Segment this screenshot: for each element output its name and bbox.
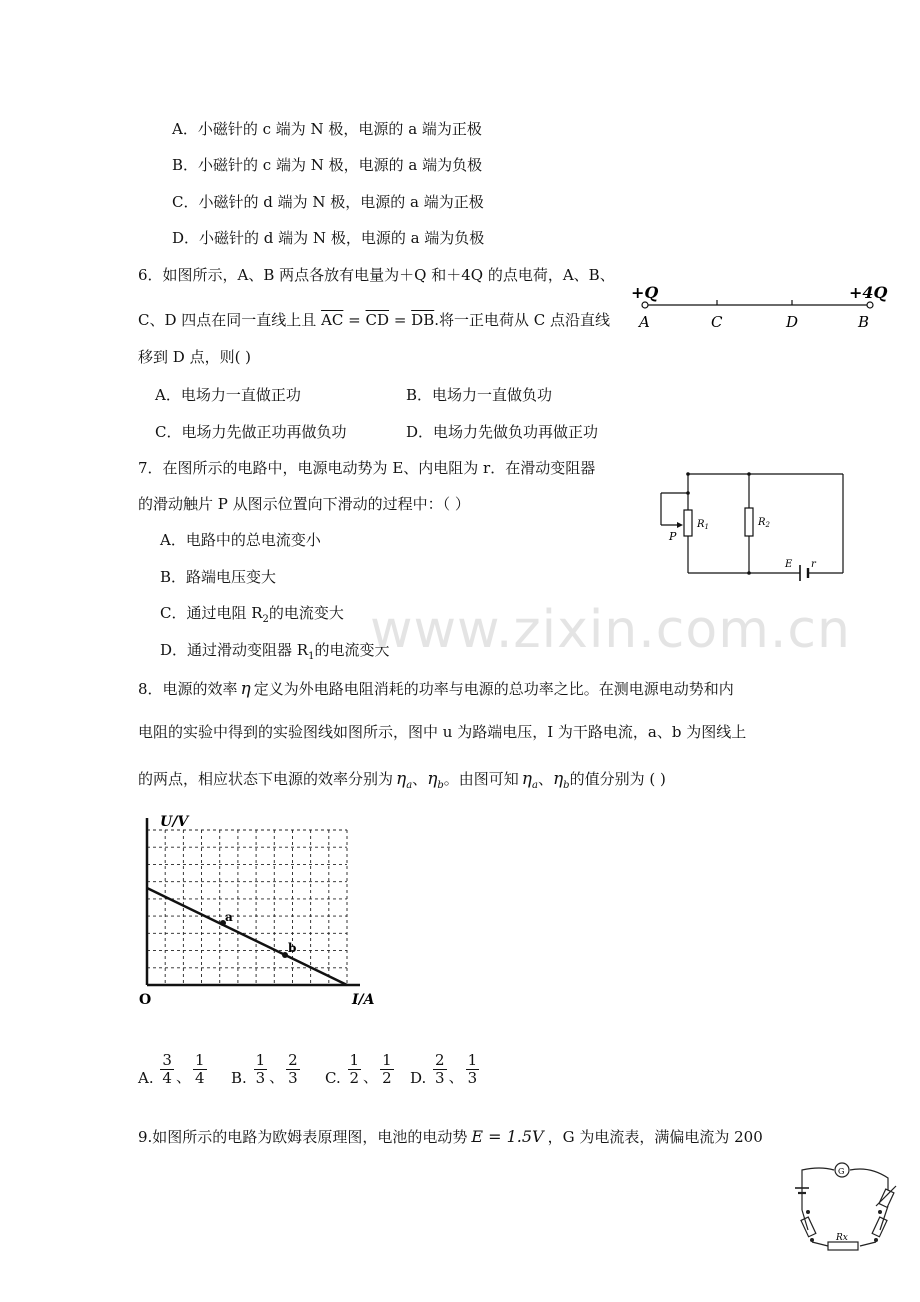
r2-label: $R_2$ [758,517,770,529]
emf-value: E = 1.5V [471,1127,544,1146]
q8-line2: 电阻的实验中得到的实验图线如图所示，图中 u 为路端电压，I 为干路电流，a、b 为图线上 [138,723,747,741]
q7-circuit-figure [655,465,855,585]
galvanometer-label: G [838,1167,845,1176]
q6-option-c: C．电场力先做正功再做负功 [155,423,347,441]
q5-option-c: C．小磁针的 d 端为 N 极，电源的 a 端为正极 [172,193,484,211]
q8-option-c: C. $\frac{1}{2}$ 、 $\frac{1}{2}$ [325,1051,392,1087]
equals-sign: = [393,311,407,329]
equals-sign: = [348,311,361,329]
q5-option-a: A．小磁针的 c 端为 N 极，电源的 a 端为正极 [172,120,482,138]
q5-option-b: B．小磁针的 c 端为 N 极，电源的 a 端为负极 [172,156,483,174]
q7-option-a: A．电路中的总电流变小 [160,531,321,549]
segment-ac: $\overline{AC}$ [321,311,344,329]
charge-plus-4q: +4Q [849,283,888,302]
emf-label: E [785,559,793,570]
slider-arrow [677,522,683,528]
q7-line2: 的滑动触片 P 从图示位置向下滑动的过程中：（ ） [138,495,470,513]
q6-option-b: B．电场力一直做负功 [406,386,553,404]
q8-option-b: B. $\frac{1}{3}$ 、 $\frac{2}{3}$ [231,1051,298,1087]
point-b-marker [867,302,873,308]
q6-line2-pre: C、D 四点在同一直线上且 [138,311,317,329]
segment-db: $\overline{DB}$ [411,311,435,329]
q9-line1: 9.如图所示的电路为欧姆表原理图，电池的电动势 E = 1.5V ，G 为电流表，满偏电流为 200 [138,1127,763,1146]
q7-option-c: C．通过电阻 $R_2$的电流变大 [160,604,344,625]
q6-option-d: D．电场力先做负功再做正功 [406,423,599,441]
q8-line3: 的两点，相应状态下电源的效率分别为 $\eta_a$、$\eta_b$。由图可知 $\eta_a$、$\eta_b$的值分别为 ( ) [138,769,666,791]
y-axis-label: U/V [160,814,189,830]
eta-symbol: η [240,679,251,699]
u-i-line [147,888,347,985]
x-axis-label: I/A [352,992,375,1008]
q6-line1: 6．如图所示，A、B 两点各放有电量为＋Q 和＋4Q 的点电荷，A、B、 [138,266,615,284]
q9-ohmmeter-figure [790,1160,900,1260]
internal-resistance-label: r [811,559,816,570]
q6-option-a: A．电场力一直做正功 [155,386,301,404]
point-a-label: a [225,910,233,924]
label-a: A [639,313,650,331]
q6-charge-line-figure [625,280,895,336]
q8-option-d: D. $\frac{2}{3}$ 、 $\frac{1}{3}$ [410,1051,478,1087]
rx-label: Rx [836,1233,848,1243]
segment-cd: $\overline{CD}$ [365,311,390,329]
origin-label: O [139,992,152,1008]
slider-p-label: P [669,530,677,543]
point-a-marker [642,302,648,308]
q8-option-a: A. $\frac{3}{4}$ 、 $\frac{1}{4}$ [138,1051,205,1087]
q7-line1: 7．在图所示的电路中，电源电动势为 E、内电阻为 r．在滑动变阻器 [138,459,596,477]
q5-option-d: D．小磁针的 d 端为 N 极，电源的 a 端为负极 [172,229,485,247]
label-b: B [858,313,870,331]
label-d: D [786,313,799,331]
watermark: www.zixin.com.cn [370,600,851,660]
charge-plus-q: +Q [631,283,659,302]
q7-option-d: D．通过滑动变阻器 $R_1$的电流变大 [160,641,390,662]
label-c: C [711,313,723,331]
q8-ui-graph [135,810,385,1010]
q8-line1: 8．电源的效率 η 定义为外电路电阻消耗的功率与电源的总功率之比。在测电源电动势和内 [138,679,734,699]
q7-option-b: B．路端电压变大 [160,568,277,586]
r1-label: $R_1$ [697,519,709,531]
point-b-label: b [288,941,297,955]
q6-line2 [138,310,610,330]
q6-line3: 移到 D 点，则( ) [138,348,252,366]
q6-line2-post: .将一正电荷从 C 点沿直线 [434,311,611,329]
